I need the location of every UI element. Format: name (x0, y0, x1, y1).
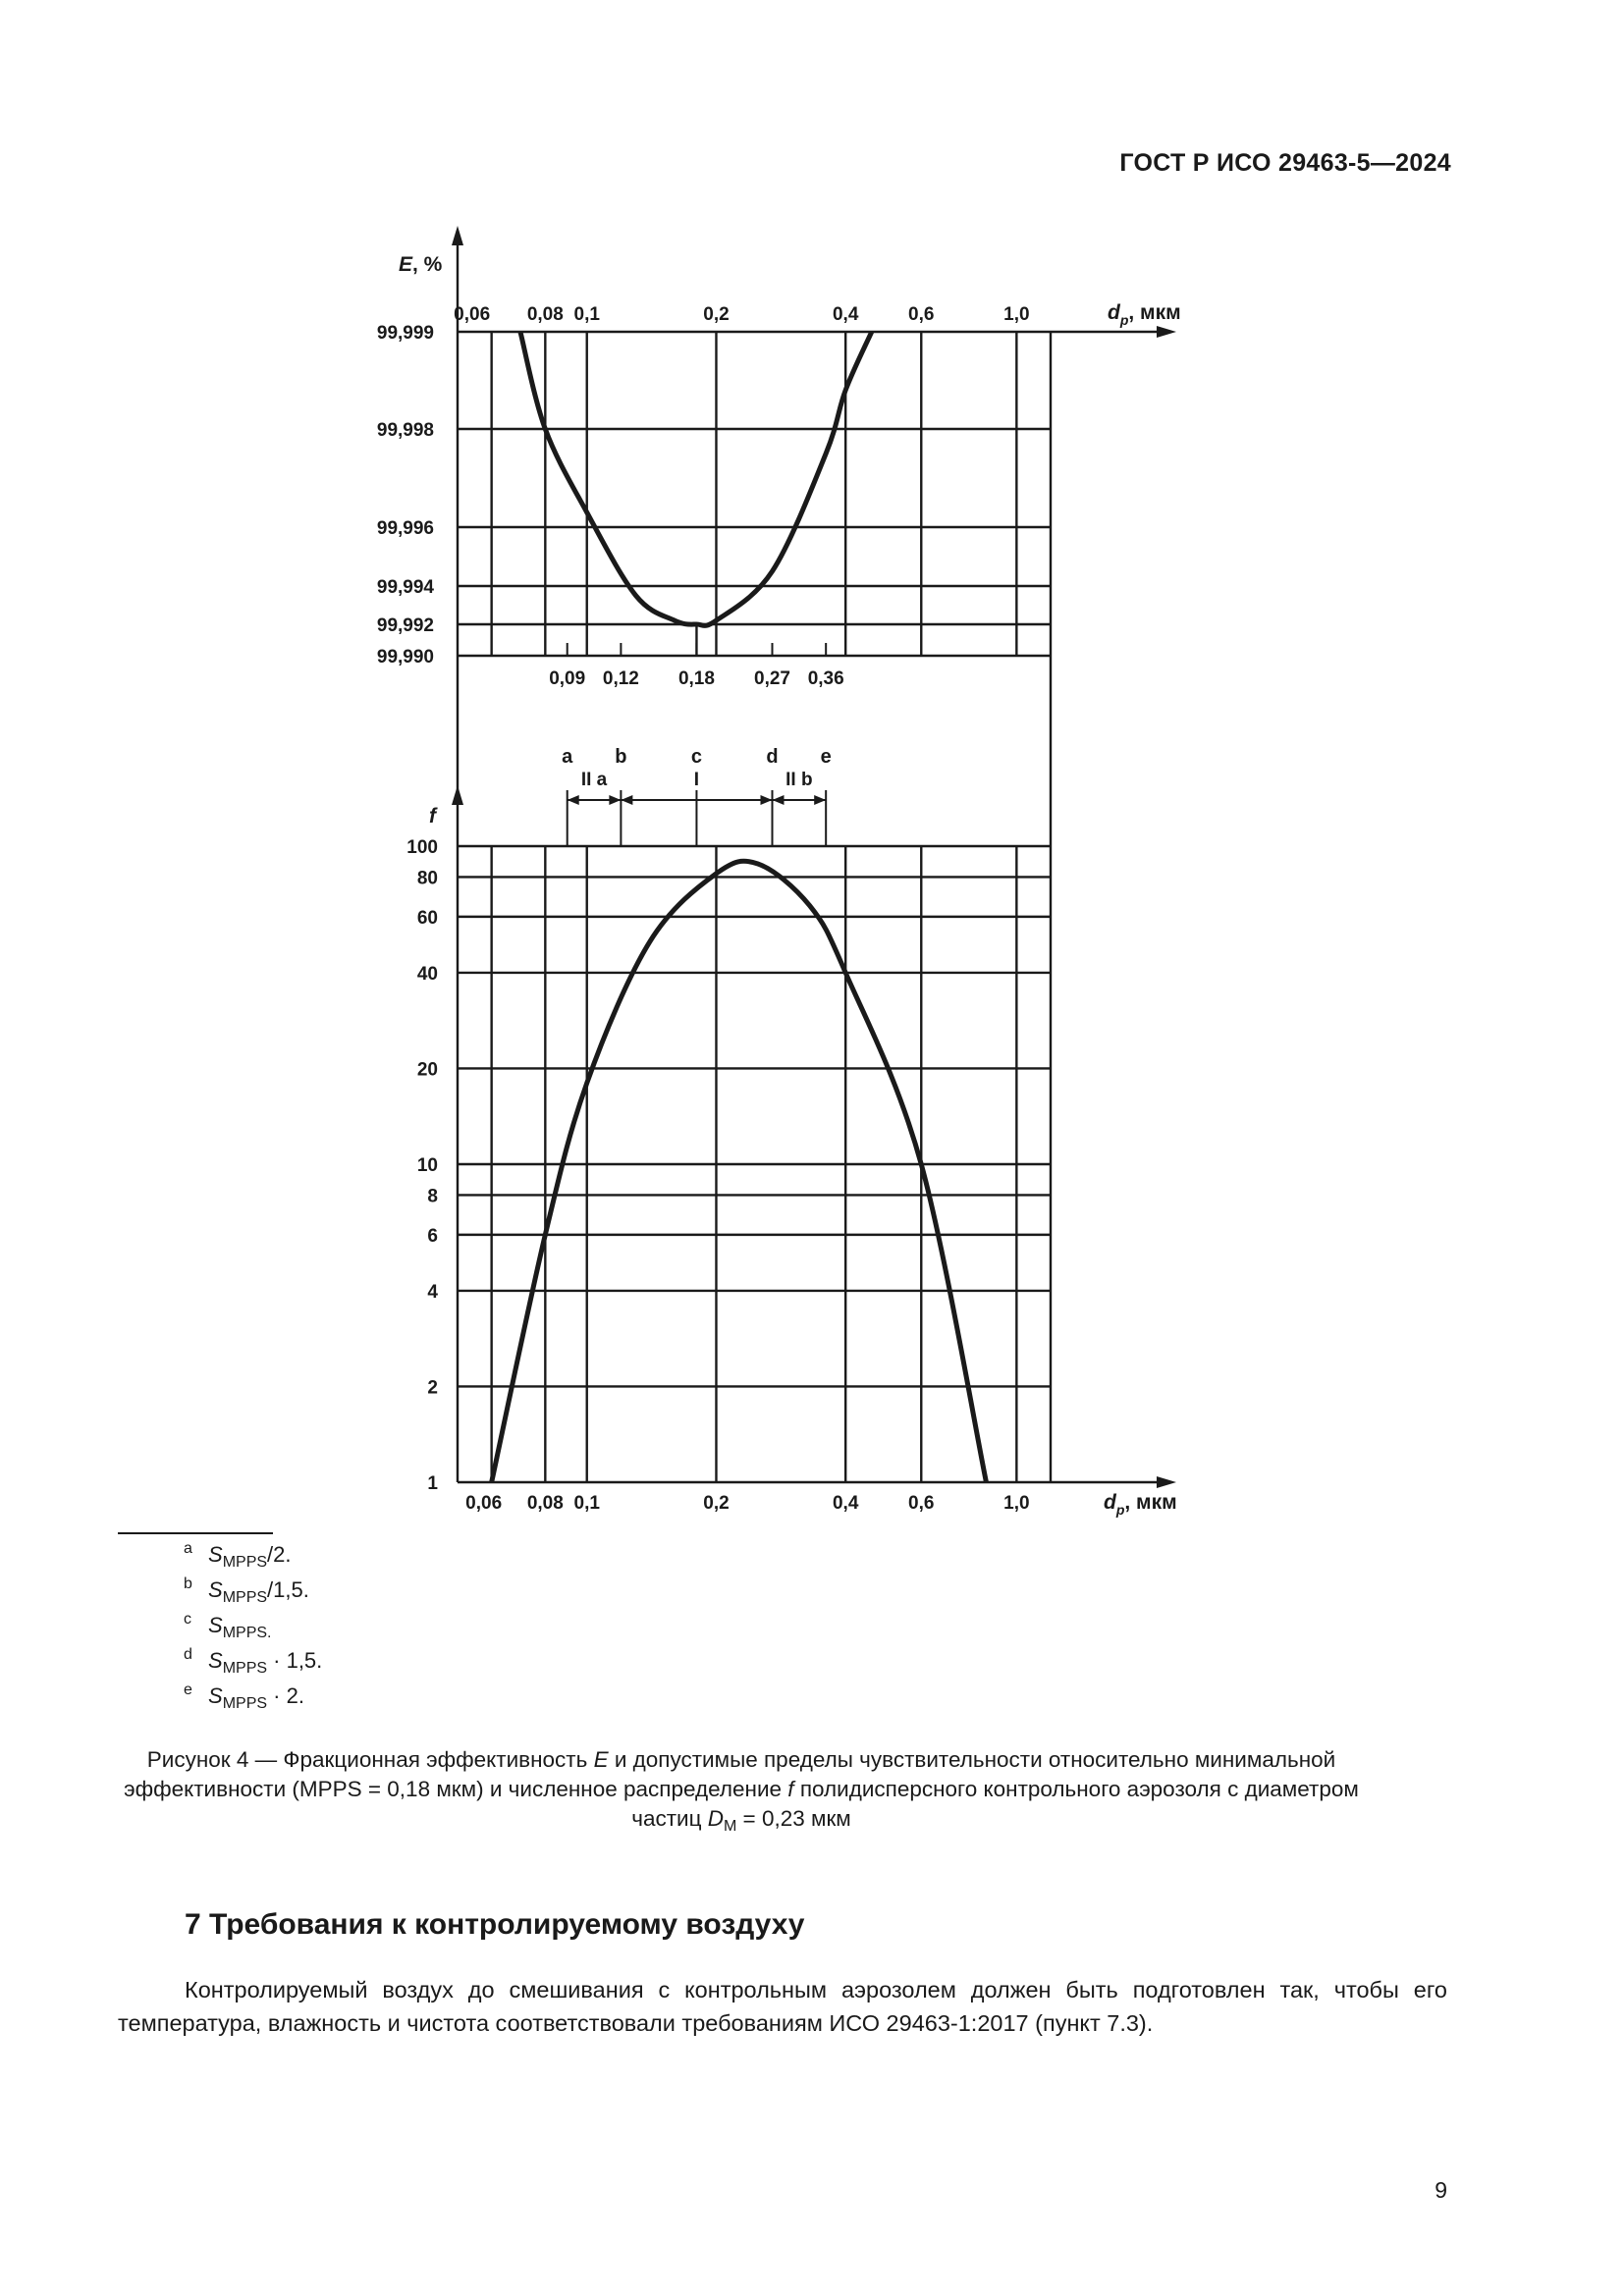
distribution-y-axis-title: f (429, 805, 436, 828)
efficiency-x-tick-label: 0,06 (454, 304, 491, 325)
distribution-y-tick-label: 8 (427, 1186, 438, 1207)
range-marker-label: d (766, 746, 779, 768)
footnote-e: e $S_{MPPS} \cdot 2$. (184, 1682, 304, 1712)
efficiency-bottom-tick-label: 0,12 (602, 668, 639, 689)
distribution-x-tick-label: 0,2 (703, 1493, 730, 1514)
efficiency-y-axis-title: E, % (399, 253, 443, 276)
efficiency-curve (520, 332, 872, 625)
footnote-d: d $S_{MPPS} \cdot 1,5$. (184, 1646, 323, 1677)
efficiency-bottom-tick-label: 0,09 (549, 668, 586, 689)
section-paragraph: Контролируемый воздух до смешивания с контрольным аэрозолем должен быть подготовлен так, чтобы его температура, влажность и чистота соответствовали требованиям ИСО 29463-1:2017 (пункт 7.3). (118, 1977, 1447, 2036)
y-axis-arrow (452, 226, 463, 245)
page-number: 9 (1435, 2177, 1447, 2203)
range-IIb-arrow-left (773, 795, 785, 805)
distribution-x-tick-label: 0,06 (465, 1493, 503, 1514)
range-marker-label: c (690, 746, 703, 768)
chart-curves (492, 332, 987, 1482)
footnotes (185, 1541, 322, 1718)
efficiency-x-tick-label: 0,4 (832, 304, 859, 325)
section-title: 7 Требования к контролируемому воздуху (185, 1908, 805, 1941)
distribution-y-tick-label: 60 (416, 907, 438, 929)
efficiency-y-tick-label: 99,994 (376, 577, 434, 598)
efficiency-y-tick-label: 99,998 (376, 420, 434, 441)
range-label-I: I (693, 770, 700, 790)
range-I-arrow-left (621, 795, 632, 805)
distribution-y-tick-label: 2 (427, 1377, 438, 1399)
efficiency-x-tick-label: 0,08 (526, 304, 564, 325)
distribution-x-axis-title: $d_p$, мкм (1104, 1491, 1177, 1518)
y-axis-arrow-lower (452, 785, 463, 805)
range-label-IIa: II a (580, 770, 608, 790)
range-marker-label: b (615, 746, 627, 768)
efficiency-bottom-tick-label: 0,18 (677, 668, 715, 689)
range-label-IIb: II b (785, 770, 813, 790)
distribution-x-tick-label: 0,1 (573, 1493, 600, 1514)
efficiency-y-tick-label: 99,996 (376, 518, 434, 539)
efficiency-y-tick-label: 99,992 (376, 615, 434, 636)
footnote-a: a $S_{MPPS}/2$. (184, 1540, 292, 1571)
efficiency-x-tick-label: 0,1 (573, 304, 600, 325)
distribution-y-tick-label: 10 (416, 1155, 438, 1176)
distribution-y-tick-label: 1 (427, 1473, 438, 1494)
range-marker-label: a (562, 746, 573, 768)
efficiency-x-axis-title: $d_p$, мкм (1108, 301, 1181, 328)
chart-labels (377, 253, 1181, 1518)
chart-grid (452, 226, 1176, 1488)
range-marker-label: e (820, 746, 832, 768)
distribution-y-tick-label: 6 (427, 1225, 438, 1247)
footnote-b: b $S_{MPPS}/1,5$. (184, 1575, 309, 1606)
range-IIa-arrow-right (609, 795, 621, 805)
distribution-x-tick-label: 0,08 (526, 1493, 564, 1514)
distribution-x-tick-label: 0,4 (832, 1493, 859, 1514)
range-I-arrow-right (761, 795, 773, 805)
distribution-y-tick-label: 80 (416, 868, 438, 889)
footnote-c: c $S_{MPPS.}$ (184, 1611, 272, 1641)
top-x-axis-arrow (1157, 326, 1176, 338)
distribution-y-tick-label: 4 (427, 1281, 438, 1303)
efficiency-y-tick-label: 99,990 (376, 647, 434, 667)
efficiency-x-tick-label: 1,0 (1003, 304, 1030, 325)
efficiency-y-tick-label: 99,999 (376, 323, 434, 344)
efficiency-bottom-tick-label: 0,27 (754, 668, 790, 689)
efficiency-bottom-tick-label: 0,36 (807, 668, 844, 689)
range-IIa-arrow-left (568, 795, 579, 805)
efficiency-x-tick-label: 0,6 (908, 304, 935, 325)
distribution-x-tick-label: 0,6 (908, 1493, 935, 1514)
bottom-x-axis-arrow (1157, 1476, 1176, 1488)
distribution-y-tick-label: 20 (416, 1059, 438, 1081)
distribution-y-tick-label: 40 (416, 963, 438, 985)
range-IIb-arrow-right (814, 795, 826, 805)
distribution-x-tick-label: 1,0 (1003, 1493, 1030, 1514)
distribution-curve (492, 861, 987, 1482)
efficiency-x-tick-label: 0,2 (703, 304, 730, 325)
footnote-separator (118, 1532, 273, 1534)
document-code: ГОСТ Р ИСО 29463-5—2024 (1119, 149, 1451, 177)
distribution-y-tick-label: 100 (406, 837, 438, 858)
figure-caption: Рисунок 4 — Фракционная эффективность E и допустимые пределы чувствительности относительно минимальной эффективности (MPPS = 0,18 мкм) и численное распределение f полидисперсного контрольного аэрозоля с диаметром частиц $D_M = 0,23$ мкм (124, 1747, 1359, 1835)
